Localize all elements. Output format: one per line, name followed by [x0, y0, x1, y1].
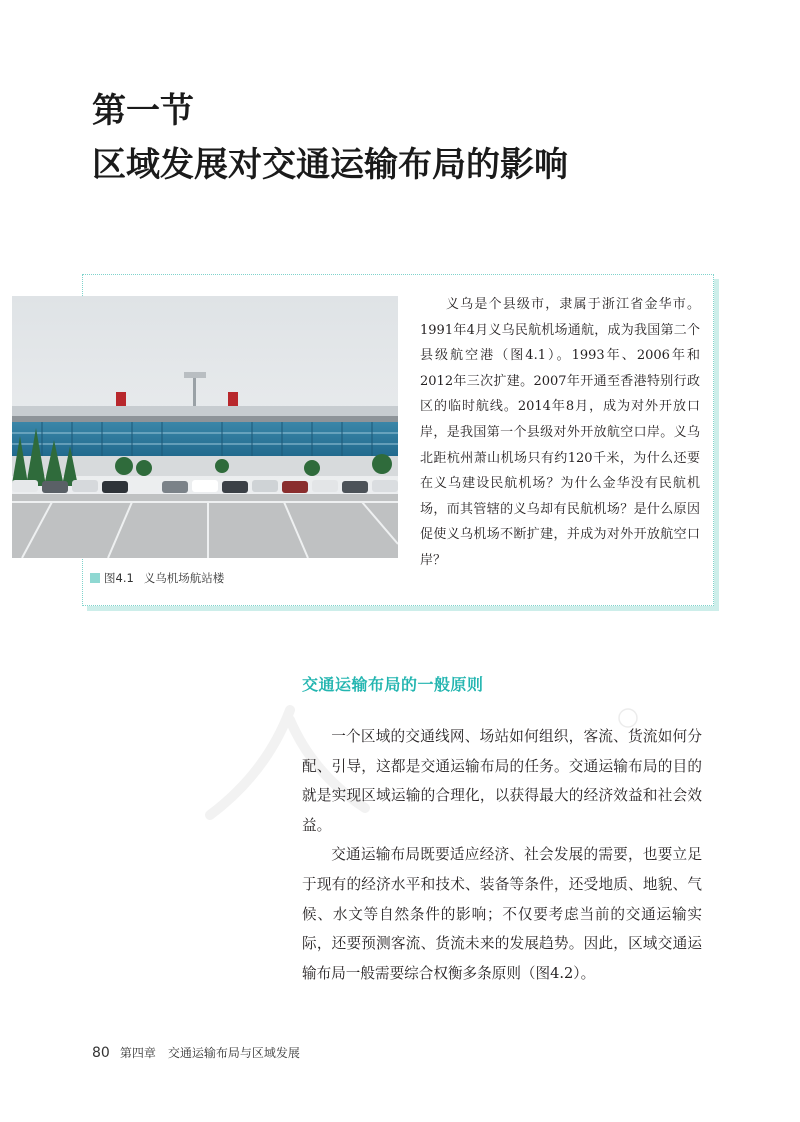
chapter-title: 第四章 交通运输布局与区域发展	[119, 1046, 300, 1060]
section-number: 第一节	[92, 91, 194, 131]
caption-marker	[90, 573, 100, 583]
figure-caption	[90, 570, 224, 586]
section-heading	[92, 84, 568, 192]
body-paragraph: 交通运输布局既要适应经济、社会发展的需要，也要立足于现有的经济水平和技术、装备等条件，还受地质、地貌、气候、水文等自然条件的影响；不仅要考虑当前的交通运输实际，还要预测客流、货流未来的发展趋势。因此，区域交通运输布局一般需要综合权衡多条原则（图4.2）。	[302, 846, 702, 982]
intro-paragraph: 义乌是个县级市，隶属于浙江省金华市。1991年4月义乌民航机场通航，成为我国第二个县级航空港（图4.1）。1993年、2006年和2012年三次扩建。2007年开通至香港特别行政区的临时航线。2014年8月，成为对外开放口岸，是我国第一个县级对外开放航空口岸。义乌北距杭州萧山机场只有约120千米，为什么还要在义乌建设民航机场？为什么金华没有民航机场，而其管辖的义乌却有民航机场？是什么原因促使义乌机场不断扩建，并成为对外开放航空口岸？	[420, 297, 700, 568]
figure-number: 图4.1	[104, 571, 134, 585]
page-number: 80	[92, 1045, 110, 1061]
body-text	[302, 722, 702, 988]
section-title: 区域发展对交通运输布局的影响	[92, 145, 568, 185]
figure-caption-text: 义乌机场航站楼	[143, 571, 225, 585]
intro-text	[420, 292, 700, 574]
page-footer	[92, 1044, 300, 1061]
airport-terminal-photo	[12, 296, 398, 558]
subsection-heading: 交通运输布局的一般原则	[302, 675, 484, 694]
body-paragraph: 一个区域的交通线网、场站如何组织，客流、货流如何分配、引导，这都是交通运输布局的任务。交通运输布局的目的就是实现区域运输的合理化，以获得最大的经济效益和社会效益。	[302, 728, 702, 834]
